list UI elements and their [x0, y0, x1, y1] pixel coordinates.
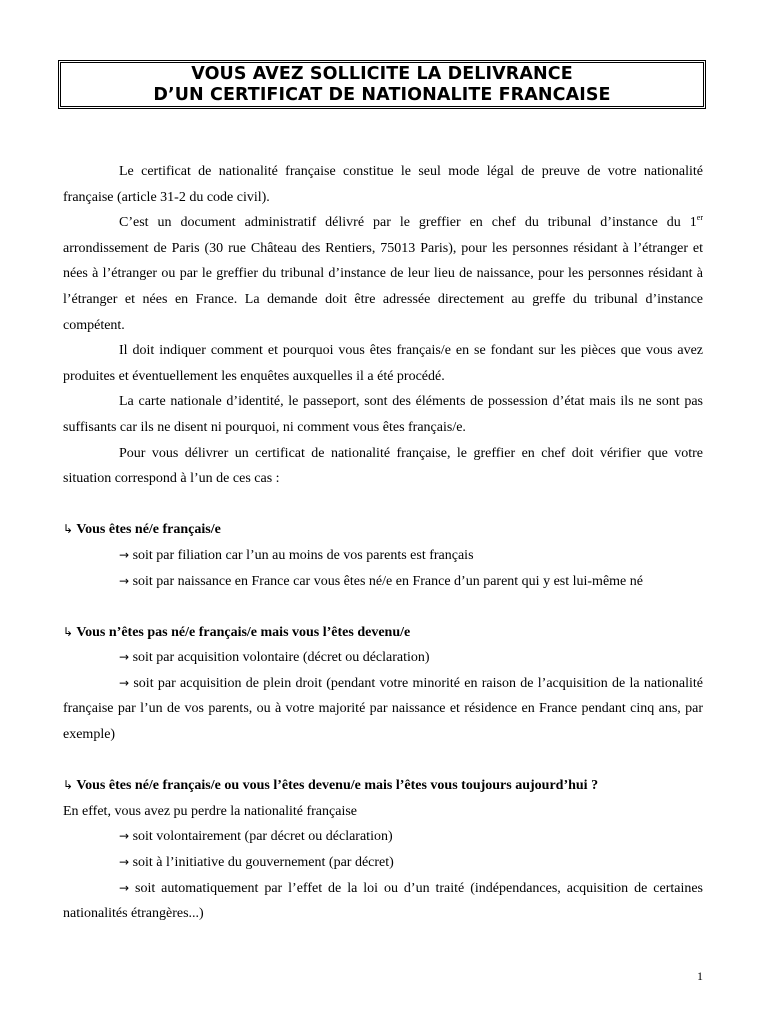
- list-item-text: soit par acquisition volontaire (décret ou déclaration): [132, 650, 430, 666]
- paragraph-5: Pour vous délivrer un certificat de nationalité française, le greffier en chef doit vérifier que votre situation correspond à l’un de ces cas :: [63, 445, 703, 487]
- arrow-right-icon: →: [119, 675, 130, 690]
- list-item-text: soit par filiation car l’un au moins de vos parents est français: [132, 547, 474, 563]
- list-item: [63, 645, 703, 671]
- superscript: er: [696, 213, 703, 223]
- arrow-right-icon: →: [119, 650, 130, 665]
- spacer: [63, 492, 703, 518]
- paragraph-2-end: arrondissement de Paris (30 rue Château des Rentiers, 75013 Paris), pour les personnes résidant à l’étranger et nées à l’étranger ou par le greffier du tribunal d’instance de leur lieu de naissance, pour les personnes résidant à l’étranger et nées en France. La demande doit être adressée directement au greffe du tribunal d’instance compétent.: [63, 240, 703, 333]
- section-intro: En effet, vous avez pu perdre la nationalité française: [63, 803, 357, 819]
- paragraph-2-start: C’est un document administratif délivré par le greffier en chef du tribunal d’instance du 1: [119, 215, 697, 231]
- paragraph-3: Il doit indiquer comment et pourquoi vous êtes français/e en se fondant sur les pièces que vous avez produites et éventuellement les enquêtes auxquelles il a été procédé.: [63, 343, 703, 384]
- section-heading-3-text: Vous êtes né/e français/e ou vous l’êtes devenu/e mais l’êtes vous toujours aujourd’hui ?: [76, 778, 599, 794]
- list-item-text: soit par acquisition de plein droit (pendant votre minorité en raison de l’acquisition de la nationalité française par l’un de vos parents, ou à votre majorité par naissance et résidence en France pendant cinq ans, par exemple): [63, 675, 704, 743]
- list-item: [63, 543, 703, 569]
- list-item-text: soit automatiquement par l’effet de la loi ou d’un traité (indépendances, acquisition de certaines nationalités étrangères...): [63, 880, 704, 922]
- body-text: [63, 159, 703, 927]
- arrow-right-icon: →: [119, 829, 130, 844]
- title-line-1: VOUS AVEZ SOLLICITE LA DELIVRANCE: [191, 63, 573, 84]
- list-item: [63, 671, 703, 748]
- paragraph-2: [63, 210, 703, 338]
- arrow-right-icon: →: [119, 573, 130, 588]
- list-item: [63, 824, 703, 850]
- section-heading-3: [63, 773, 703, 799]
- list-item-text: soit à l’initiative du gouvernement (par décret): [132, 855, 394, 871]
- paragraph-4: La carte nationale d’identité, le passeport, sont des éléments de possession d’état mais ils ne sont pas suffisants car ils ne disent ni pourquoi, ni comment vous êtes français/e.: [63, 394, 703, 435]
- hook-arrow-icon: ↳: [63, 778, 74, 793]
- title-box: [58, 60, 706, 109]
- hook-arrow-icon: ↳: [63, 624, 74, 639]
- hook-arrow-icon: ↳: [63, 522, 74, 537]
- arrow-right-icon: →: [119, 880, 130, 895]
- arrow-right-icon: →: [119, 855, 130, 870]
- list-item-text: soit par naissance en France car vous êtes né/e en France d’un parent qui y est lui-même né: [132, 573, 643, 589]
- arrow-right-icon: →: [119, 547, 130, 562]
- list-item: [63, 569, 703, 595]
- list-item: [63, 876, 703, 927]
- section-heading-2-text: Vous n’êtes pas né/e français/e mais vous l’êtes devenu/e: [76, 624, 411, 640]
- list-item: [63, 850, 703, 876]
- spacer: [63, 594, 703, 620]
- paragraph-1: Le certificat de nationalité française constitue le seul mode légal de preuve de votre nationalité française (article 31-2 du code civil).: [63, 164, 703, 205]
- section-heading-1-text: Vous êtes né/e français/e: [76, 522, 221, 538]
- title-line-2: D’UN CERTIFICAT DE NATIONALITE FRANCAISE: [153, 84, 611, 105]
- section-heading-2: [63, 620, 703, 646]
- page-number: 1: [697, 969, 703, 983]
- spacer: [63, 748, 703, 774]
- section-heading-1: [63, 517, 703, 543]
- list-item-text: soit volontairement (par décret ou déclaration): [132, 829, 393, 845]
